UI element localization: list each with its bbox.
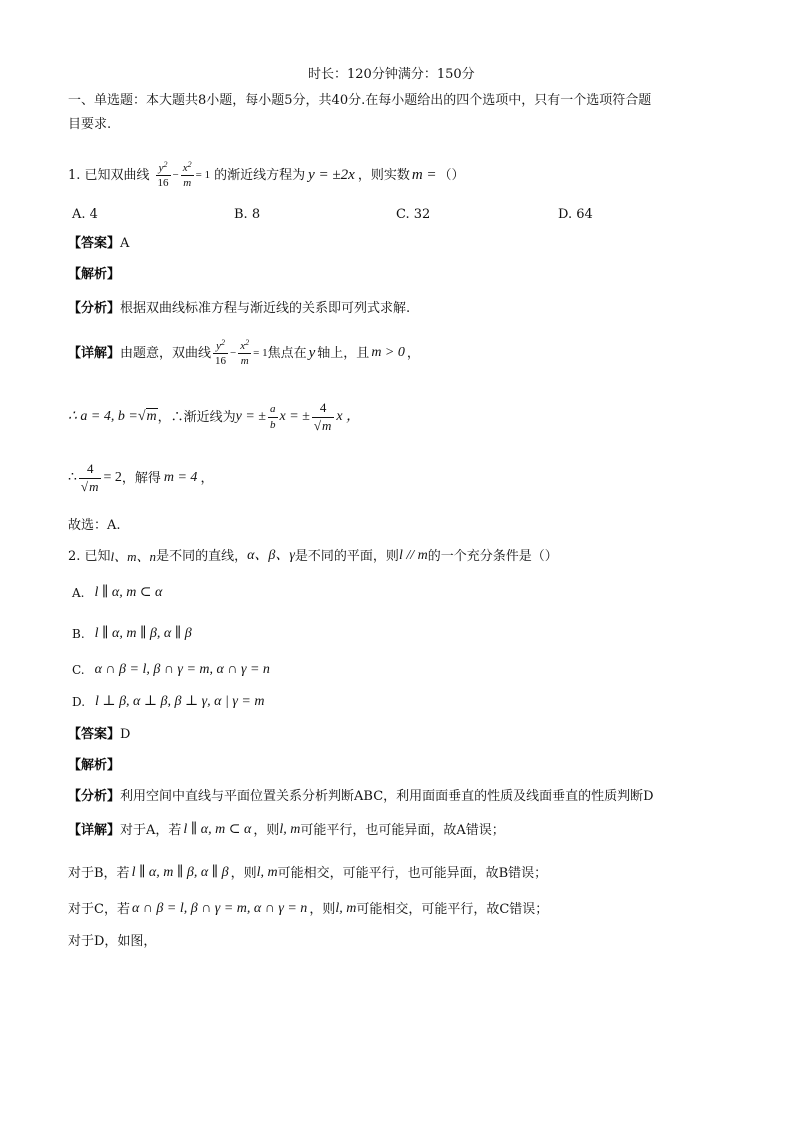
q2-detail-d: 对于D，如图， bbox=[68, 934, 157, 949]
q2-detail-c: 对于C，若 α ∩ β = l, β ∩ γ = m, α ∩ γ = n ，则 l, m 可能相交，可能平行，故C错误； bbox=[68, 901, 549, 917]
q1-fenxi: 【分析】根据双曲线标准方程与渐近线的关系即可列式求解. bbox=[68, 301, 411, 316]
q1-asymptote-eq: y = ±2x bbox=[308, 166, 355, 183]
q1-frac-a-b: $\frac{a}{b}$ bbox=[270, 403, 276, 431]
q1-choose: 故选：A. bbox=[68, 518, 121, 533]
q2-option-c: C. α ∩ β = l, β ∩ γ = m, α ∩ γ = n bbox=[72, 662, 270, 677]
q1-analysis-tag: 【解析】 bbox=[68, 267, 121, 282]
q2-detail-a: 【详解】 对于A，若 l ∥ α, m ⊂ α ，则 l, m 可能平行，也可能异面，故A错误； bbox=[68, 822, 505, 838]
q2-fenxi: 【分析】利用空间中直线与平面位置关系分析判断ABC，利用面面垂直的性质及线面垂直的性质判断D bbox=[68, 789, 654, 804]
q1-stem: 1. 已知双曲线 $\frac{y^2}{16}$ − $\frac{x^2}{m}$ = 1 的渐近线方程为 y = ±2x ，则实数 m = （） bbox=[68, 159, 465, 189]
q2-answer: 【答案】D bbox=[68, 727, 131, 742]
q1-step1: ∴ a = 4, b = √m ，∴渐近线为 y = ± $\frac{a}{b}$ x = ± $\frac{4}{√m}$ x ， bbox=[68, 400, 361, 433]
q1-frac-x2-m: $\frac{x^2}{m}$ bbox=[182, 159, 192, 189]
q2-analysis-tag: 【解析】 bbox=[68, 758, 121, 773]
exam-header: 时长：120分钟满分：150分 bbox=[308, 67, 475, 82]
q1-option-d: D. 64 bbox=[558, 207, 593, 222]
q2-detail-b: 对于B，若 l ∥ α, m ∥ β, α ∥ β ，则 l, m 可能相交，可能平行，也可能异面，故B错误； bbox=[68, 865, 548, 881]
q1-frac-y2-16: $\frac{y^2}{16}$ bbox=[157, 159, 169, 189]
q1-step2: ∴ $\frac{4}{√m}$ = 2 ，解得 m = 4 ， bbox=[68, 461, 214, 494]
q2-option-a: A. l ∥ α, m ⊂ α bbox=[72, 585, 163, 600]
q1-prefix: 1. 已知双曲线 bbox=[68, 167, 150, 183]
q2-option-b: B. l ∥ α, m ∥ β, α ∥ β bbox=[72, 626, 192, 641]
section-heading-line1: 一、单选题：本大题共8小题，每小题5分，共40分.在每小题给出的四个选项中，只有一个选项符合题 bbox=[68, 93, 652, 108]
q1-frac-4-sqrt-m-2: $\frac{4}{√m}$ bbox=[79, 462, 102, 494]
q1-option-b: B. 8 bbox=[234, 207, 261, 222]
q1-option-c: C. 32 bbox=[396, 207, 431, 222]
q1-option-a: A. 4 bbox=[72, 207, 98, 222]
q1-frac-4-sqrt-m: $\frac{4}{√m}$ bbox=[312, 401, 335, 433]
q1-detail: 【详解】 由题意，双曲线 $\frac{y^2}{16}$ − $\frac{x^2}{m}$ = 1 焦点在 y 轴上，且 m > 0 ， bbox=[68, 337, 420, 367]
q1-sqrt-m: √m bbox=[137, 409, 157, 424]
q2-option-d: D. l ⊥ β, α ⊥ β, β ⊥ γ, α | γ = m bbox=[72, 694, 265, 709]
q1-detail-frac-y2-16: $\frac{y^2}{16}$ bbox=[215, 337, 227, 367]
q2-stem: 2. 已知 l、m、n 是不同的直线， α、β、γ 是不同的平面，则 l // m 的一个充分条件是（） bbox=[68, 548, 558, 564]
section-heading-line2: 目要求. bbox=[68, 117, 112, 132]
q1-answer: 【答案】A bbox=[68, 236, 130, 251]
q1-detail-frac-x2-m: $\frac{x^2}{m}$ bbox=[240, 337, 250, 367]
